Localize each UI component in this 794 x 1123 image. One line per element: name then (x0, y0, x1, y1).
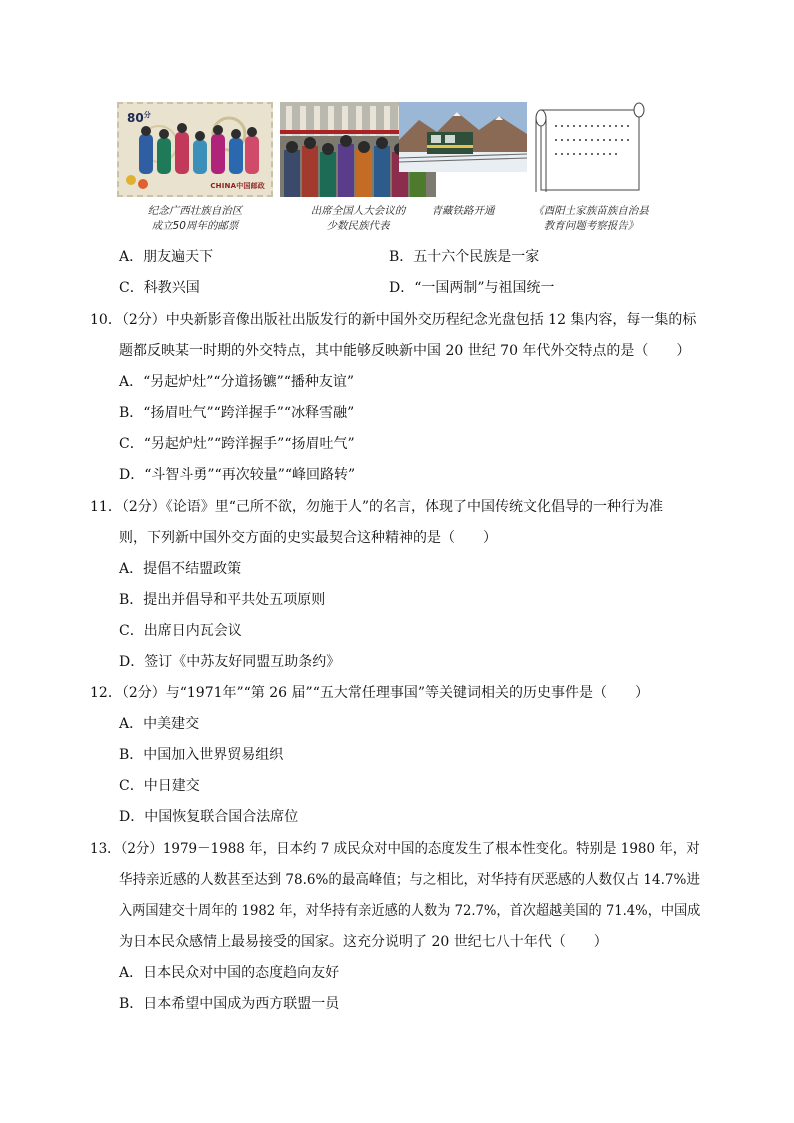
q11-option-c[interactable]: C．出席日内瓦会议 (119, 623, 242, 639)
q12-option-b[interactable]: B．中国加入世界贸易组织 (119, 747, 284, 763)
q9-option-c[interactable]: C．科教兴国 (119, 280, 200, 296)
q12-stem-line1: 12．（2分）与“1971年”“第 26 届”“五大常任理事国”等关键词相关的历史事件是（ ） (90, 685, 650, 701)
q13-option-a[interactable]: A．日本民众对中国的态度趋向友好 (119, 965, 340, 981)
q12-option-d[interactable]: D．中国恢复联合国合法席位 (119, 809, 299, 825)
q13-option-b[interactable]: B．日本希望中国成为西方联盟一员 (119, 996, 340, 1012)
figure-caption: 出席全国人大会议的 少数民族代表 (310, 205, 406, 232)
q10-option-b[interactable]: B．“扬眉吐气”“跨洋握手”“冰释雪融” (119, 405, 355, 421)
q12-option-c[interactable]: C．中日建交 (119, 778, 200, 794)
q11-stem-line1: 11．（2分）《论语》里“己所不欲，勿施于人”的名言，体现了中国传统文化倡导的一种行为准 (90, 499, 664, 515)
q11-option-d[interactable]: D．签订《中苏友好同盟互助条约》 (119, 654, 341, 670)
q10-option-c[interactable]: C．“另起炉灶”“跨洋握手”“扬眉吐气” (119, 436, 355, 452)
q10-option-d[interactable]: D．“斗智斗勇”“再次较量”“峰回路转” (119, 467, 356, 483)
figure-caption: 青藏铁路开通 (431, 205, 495, 217)
figure-scroll (531, 102, 649, 232)
railway-photo (399, 102, 527, 172)
q13-stem-line1: 13．（2分）1979－1988 年，日本约 7 成民众对中国的态度发生了根本性变化。特别是 1980 年，对 (90, 841, 700, 857)
q13-stem-line4: 为日本民众感情上最易接受的国家。这充分说明了 20 世纪七八十年代（ ） (119, 934, 608, 950)
q13-stem-line2: 华持亲近感的人数甚至达到 78.6%的最高峰值；与之相比，对华持有厌恶感的人数仅占 14.7%进 (119, 872, 700, 888)
railway-illustration (399, 102, 527, 172)
q10-option-a[interactable]: A．“另起炉灶”“分道扬镳”“播种友谊” (119, 374, 355, 390)
q9-option-d[interactable]: D．“一国两制”与祖国统一 (389, 280, 555, 296)
q11-option-a[interactable]: A．提倡不结盟政策 (119, 561, 242, 577)
figure-stamp (117, 102, 273, 232)
figure-caption: 纪念广西壮族自治区 成立50周年的邮票 (147, 205, 243, 232)
q10-stem-line1: 10．（2分）中央新影音像出版社出版发行的新中国外交历程纪念光盘包括 12 集内容，每一集的标 (90, 312, 697, 328)
stamp-value: $80^分$ (127, 111, 151, 125)
q9-option-a[interactable]: A．朋友遍天下 (119, 249, 214, 265)
figure-railway-photo (399, 102, 527, 217)
scroll-image (531, 102, 649, 197)
q11-stem-line2: 则，下列新中国外交方面的史实最契合这种精神的是（ ） (119, 530, 497, 546)
q10-stem-line2: 题都反映某一时期的外交特点，其中能够反映新中国 20 世纪 70 年代外交特点的是（ ） (119, 343, 691, 359)
q11-option-b[interactable]: B．提出并倡导和平共处五项原则 (119, 592, 326, 608)
q13-stem-line3: 入两国建交十周年的 1982 年，对华持有亲近感的人数为 72.7%，首次超越美国的 71.4%，中国成 (119, 903, 701, 919)
stamp-image (117, 102, 273, 197)
q9-option-b[interactable]: B．五十六个民族是一家 (389, 249, 540, 265)
stamp-country: CHINA中国邮政 (210, 182, 265, 190)
q9-figures (113, 102, 653, 237)
q12-option-a[interactable]: A．中美建交 (119, 716, 200, 732)
figure-caption: 《酉阳土家族苗族自治县 教育问题考察报告》 (533, 205, 649, 232)
scroll-illustration (531, 102, 649, 197)
